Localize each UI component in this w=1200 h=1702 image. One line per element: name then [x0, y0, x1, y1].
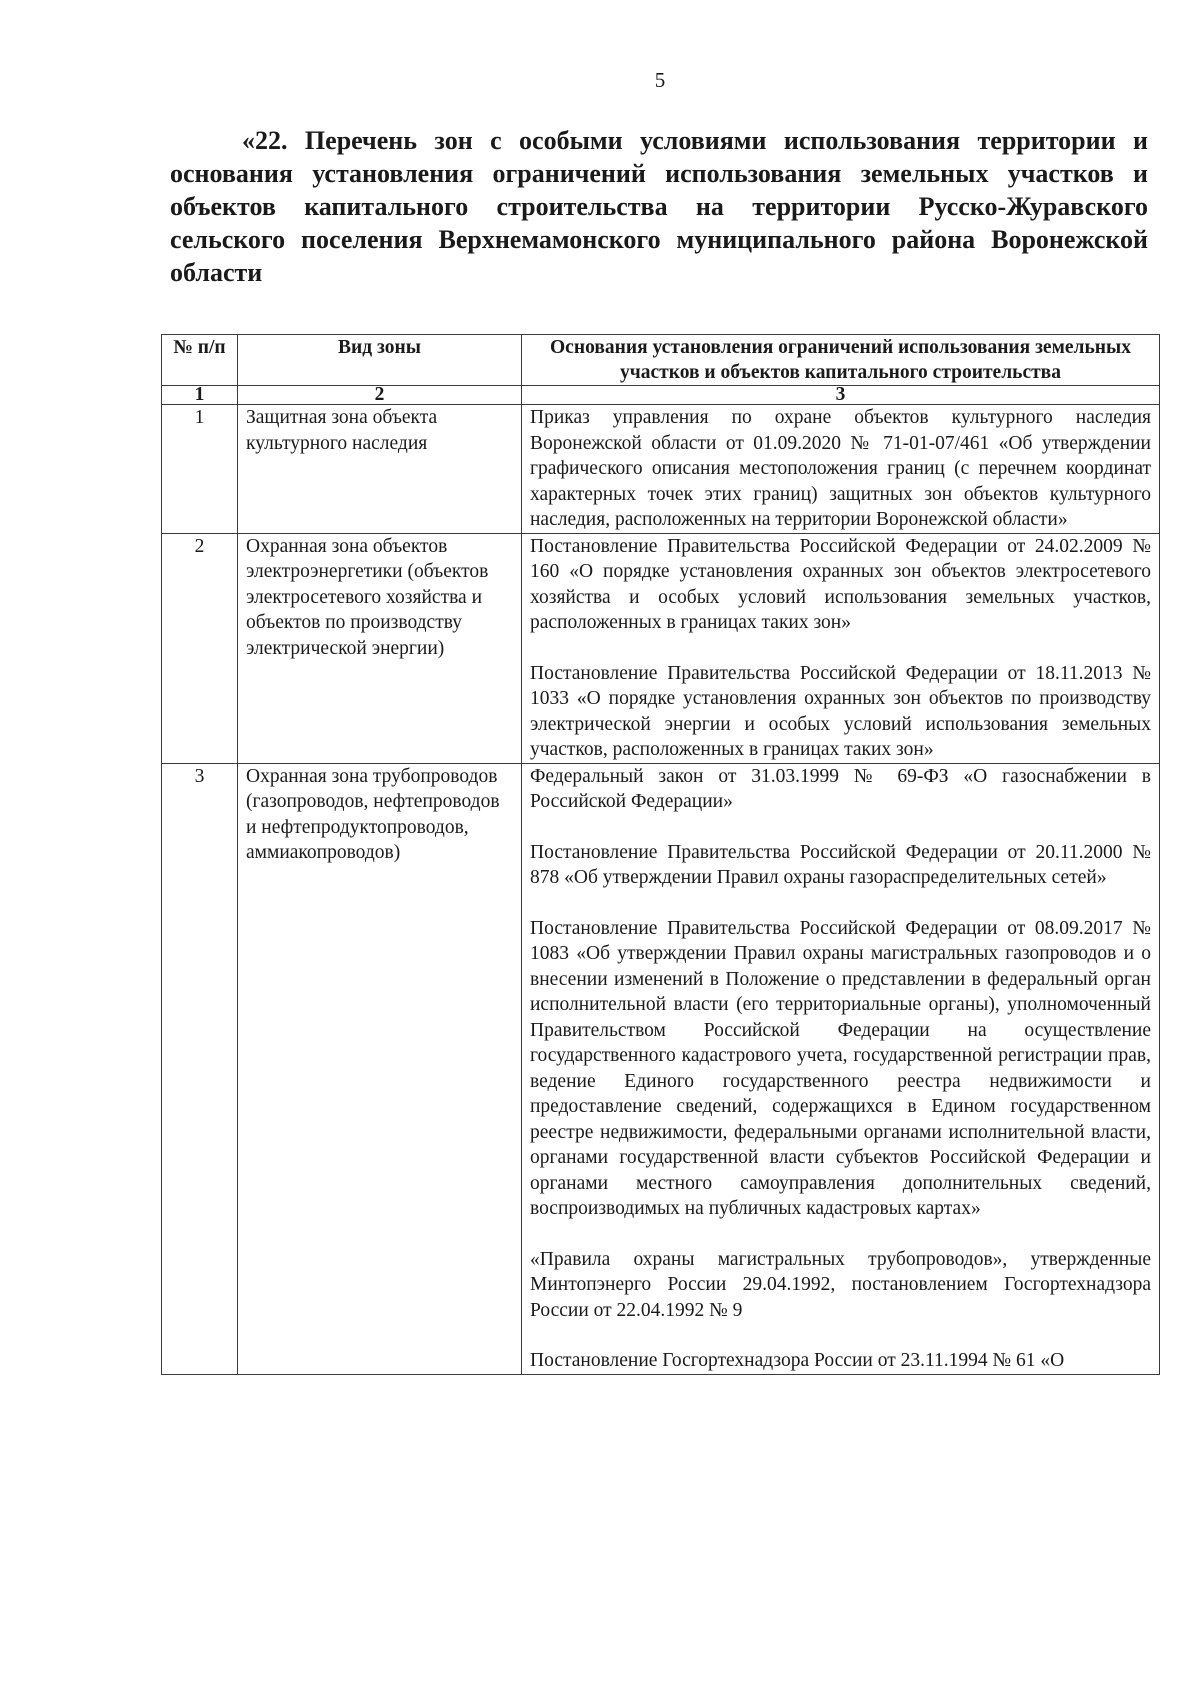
section-heading: «22. Перечень зон с особыми условиями использования территории и основания установления ограничений использования земельных участков и объектов капитального строительства на территории Русско-Журавского сельского поселения Верхнемамонского муниципального района Воронежской области [170, 126, 1148, 287]
zone-bases [522, 533, 1160, 763]
table-row [162, 763, 1160, 1374]
column-number-row [162, 386, 1160, 405]
basis-text: Федеральный закон от 31.03.1999 № 69-ФЗ «О газоснабжении в Российской Федерации» [530, 765, 1151, 812]
zones-table [161, 334, 1160, 1375]
basis-text: Постановление Правительства Российской Федерации от 24.02.2009 № 160 «О порядке установления охранных зон объектов электросетевого хозяйства и особых условий использования земельных участков, расположенных в границах таких зон» [530, 535, 1151, 633]
zone-type: Охранная зона трубопроводов (газопроводов, нефтепроводов и нефтепродуктопроводов, аммиакопроводов) [238, 763, 522, 1374]
table-header-row [162, 335, 1160, 386]
header-zone-type: Вид зоны [238, 335, 522, 386]
zone-bases [522, 763, 1160, 1374]
basis-text: Приказ управления по охране объектов культурного наследия Воронежской области от 01.09.2020 № 71-01-07/461 «Об утверждении графического описания местоположения границ (с перечнем координат характерных точек этих границ) защитных зон объектов культурного наследия, расположенных на территории Воронежской области» [530, 407, 1151, 530]
column-number: 1 [162, 386, 238, 405]
zone-type: Охранная зона объектов электроэнергетики (объектов электросетевого хозяйства и объектов по производству электрической энергии) [238, 533, 522, 763]
column-number: 2 [238, 386, 522, 405]
basis-text: «Правила охраны магистральных трубопроводов», утвержденные Минтопэнерго России 29.04.1992, постановлением Госгортехнадзора России от 22.04.1992 № 9 [530, 1248, 1151, 1321]
basis-text: Постановление Правительства Российской Федерации от 08.09.2017 № 1083 «Об утверждении Правил охраны магистральных газопроводов и о внесении изменений в Положение о представлении в федеральный орган исполнительной власти (его территориальные органы), уполномоченный Правительством Российской Федерации на осуществление государственного кадастрового учета, государственной регистрации прав, ведение Единого государственного реестра недвижимости и предоставление сведений, содержащихся в Едином государственном реестре недвижимости, федеральными органами исполнительной власти, органами государственной власти субъектов Российской Федерации и органами местного самоуправления дополнительных сведений, воспроизводимых на публичных кадастровых картах» [530, 917, 1151, 1219]
header-bases: Основания установления ограничений использования земельных участков и объектов капитального строительства [522, 335, 1160, 386]
page-number: 5 [654, 68, 666, 92]
basis-text: Постановление Правительства Российской Федерации от 18.11.2013 № 1033 «О порядке установления охранных зон объектов по производству электрической энергии и особых условий использования земельных участков, расположенных в границах таких зон» [530, 662, 1151, 760]
zone-bases [522, 405, 1160, 534]
zone-type: Защитная зона объекта культурного наследия [238, 405, 522, 534]
row-number: 1 [162, 405, 238, 534]
row-number: 2 [162, 533, 238, 763]
basis-text: Постановление Правительства Российской Федерации от 20.11.2000 № 878 «Об утверждении Правил охраны газораспределительных сетей» [530, 841, 1151, 888]
basis-text: Постановление Госгортехнадзора России от 23.11.1994 № 61 «О [530, 1350, 1065, 1371]
column-number: 3 [522, 386, 1160, 405]
table-row [162, 533, 1160, 763]
row-number: 3 [162, 763, 238, 1374]
header-number: № п/п [162, 335, 238, 386]
table-row [162, 405, 1160, 534]
